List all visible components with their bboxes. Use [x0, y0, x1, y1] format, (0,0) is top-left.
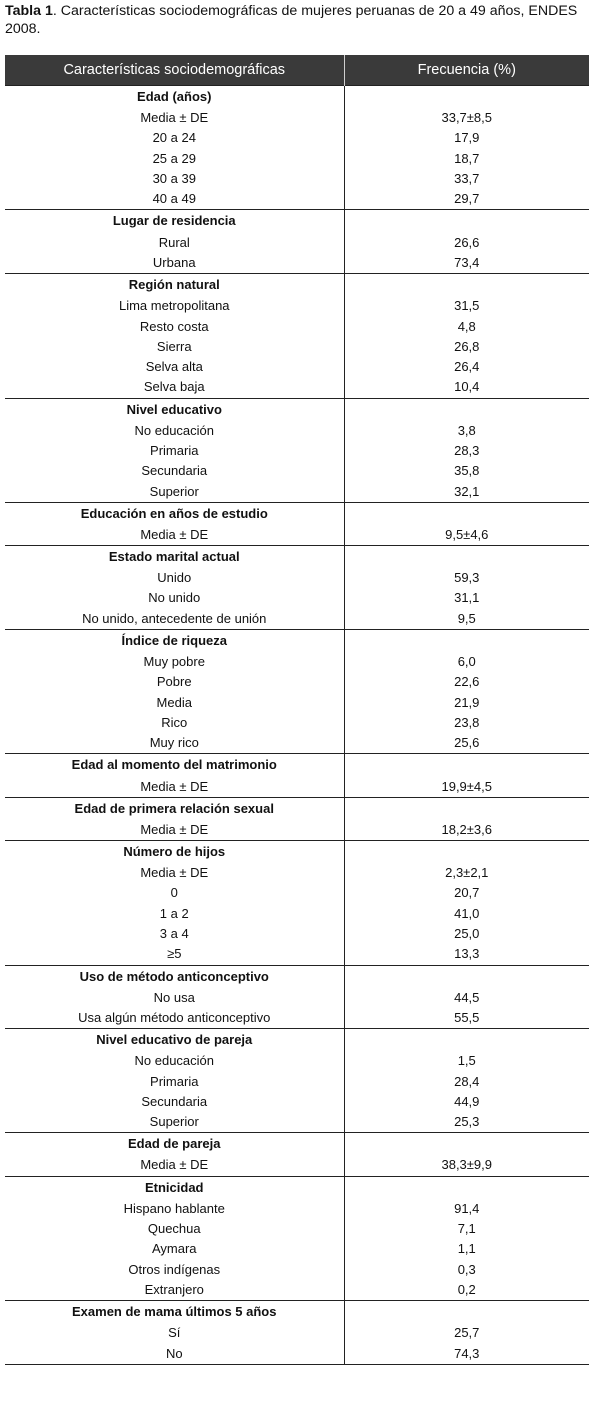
table-row — [5, 1155, 589, 1176]
table-row — [5, 169, 589, 189]
table-row — [5, 357, 589, 377]
group-value-empty — [344, 502, 589, 525]
row-value: 25,3 — [344, 1112, 589, 1133]
row-label: 0 — [170, 885, 178, 901]
row-value: 0,2 — [344, 1280, 589, 1301]
group-title: Índice de riqueza — [5, 629, 344, 652]
row-label: Media ± DE — [140, 110, 209, 126]
table-row — [5, 904, 589, 924]
table-row — [5, 1199, 589, 1219]
group-value-empty — [344, 1301, 589, 1324]
row-value: 59,3 — [344, 568, 589, 588]
table-row — [5, 525, 589, 546]
table-row — [5, 441, 589, 461]
table-row — [5, 863, 589, 883]
table-row — [5, 609, 589, 630]
table-row — [5, 421, 589, 441]
group-title: Número de hijos — [5, 841, 344, 864]
table-row — [5, 1239, 589, 1259]
group-header-row — [5, 502, 589, 525]
caption-text: . Características sociodemográficas de mujeres peruanas de 20 a 49 años, ENDES 2008. — [5, 3, 578, 37]
row-value: 13,3 — [344, 944, 589, 965]
row-label: Selva alta — [145, 359, 203, 375]
column-header-frequency: Frecuencia (%) — [344, 55, 589, 86]
row-label: Media — [156, 694, 192, 710]
row-value: 41,0 — [344, 904, 589, 924]
table-header-row — [5, 55, 589, 86]
row-label: No unido, antecedente de unión — [82, 610, 267, 626]
row-label: Primaria — [150, 443, 199, 458]
table-row — [5, 1112, 589, 1133]
column-header-characteristics: Características sociodemográficas — [5, 55, 344, 86]
row-value: 18,2±3,6 — [344, 820, 589, 841]
group-value-empty — [344, 86, 589, 109]
table-row — [5, 1280, 589, 1301]
sociodemographic-table — [5, 55, 589, 1365]
row-value: 33,7 — [344, 169, 589, 189]
row-value: 23,8 — [344, 713, 589, 733]
row-label: Rico — [161, 714, 188, 730]
group-value-empty — [344, 1029, 589, 1052]
row-label: 40 a 49 — [152, 191, 196, 207]
row-value: 26,6 — [344, 232, 589, 252]
group-header-row — [5, 1176, 589, 1199]
group-value-empty — [344, 841, 589, 864]
group-value-empty — [344, 754, 589, 777]
group-value-empty — [344, 274, 589, 297]
row-label: Usa algún método anticonceptivo — [78, 1009, 271, 1025]
row-label: 1 a 2 — [159, 905, 189, 921]
row-label: No educación — [134, 422, 214, 438]
row-label: Muy pobre — [143, 654, 205, 670]
row-value: 25,0 — [344, 924, 589, 944]
row-label: Primaria — [150, 1073, 199, 1089]
row-label: No unido — [148, 590, 201, 606]
group-title: Región natural — [5, 274, 344, 297]
row-value: 32,1 — [344, 481, 589, 502]
table-row — [5, 253, 589, 274]
table-row — [5, 672, 589, 692]
table-row — [5, 776, 589, 797]
table-row — [5, 1071, 589, 1091]
row-value: 25,7 — [344, 1323, 589, 1343]
row-label: Urbana — [152, 254, 196, 270]
group-header-row — [5, 1301, 589, 1324]
group-header-row — [5, 1029, 589, 1052]
row-value: 22,6 — [344, 672, 589, 692]
table-row — [5, 149, 589, 169]
group-value-empty — [344, 965, 589, 988]
group-header-row — [5, 398, 589, 421]
group-value-empty — [344, 398, 589, 421]
row-label: 25 a 29 — [152, 150, 196, 166]
row-value: 26,8 — [344, 337, 589, 357]
row-value: 19,9±4,5 — [344, 776, 589, 797]
row-label: Superior — [149, 483, 199, 499]
table-row — [5, 568, 589, 588]
table-row — [5, 988, 589, 1008]
row-label: Rural — [158, 234, 190, 250]
row-label: Media ± DE — [140, 865, 209, 881]
row-value: 55,5 — [344, 1008, 589, 1029]
table-row — [5, 1219, 589, 1239]
row-label: Media ± DE — [140, 821, 209, 837]
table-row — [5, 713, 589, 733]
table-row — [5, 108, 589, 128]
table-row — [5, 733, 589, 754]
group-value-empty — [344, 210, 589, 233]
table-body — [5, 86, 589, 1365]
row-label: Sierra — [156, 338, 192, 354]
table-row — [5, 1051, 589, 1071]
row-label: Extranjero — [144, 1281, 204, 1297]
table-row — [5, 693, 589, 713]
group-title: Examen de mama últimos 5 años — [5, 1301, 344, 1324]
row-label: No — [165, 1345, 183, 1361]
row-value: 9,5 — [344, 609, 589, 630]
group-title: Uso de método anticonceptivo — [5, 965, 344, 988]
row-value: 4,8 — [344, 316, 589, 336]
group-header-row — [5, 629, 589, 652]
row-value: 17,9 — [344, 128, 589, 148]
row-label: Quechua — [147, 1221, 201, 1237]
table-row — [5, 232, 589, 252]
row-value: 28,4 — [344, 1071, 589, 1091]
row-value: 2,3±2,1 — [344, 863, 589, 883]
group-title: Edad de primera relación sexual — [5, 797, 344, 820]
group-value-empty — [344, 1133, 589, 1156]
row-label: Secundaria — [141, 1093, 208, 1109]
row-value: 91,4 — [344, 1199, 589, 1219]
group-value-empty — [344, 1176, 589, 1199]
row-value: 6,0 — [344, 652, 589, 672]
row-value: 0,3 — [344, 1259, 589, 1279]
row-label: No usa — [153, 989, 195, 1005]
group-header-row — [5, 754, 589, 777]
table-row — [5, 1259, 589, 1279]
group-header-row — [5, 841, 589, 864]
row-value: 18,7 — [344, 149, 589, 169]
group-title: Educación en años de estudio — [5, 502, 344, 525]
table-caption — [5, 2, 589, 38]
table-row — [5, 128, 589, 148]
group-title: Lugar de residencia — [5, 210, 344, 233]
row-label: Hispano hablante — [123, 1200, 225, 1216]
group-title: Edad de pareja — [5, 1133, 344, 1156]
row-label: Superior — [149, 1114, 199, 1130]
table-row — [5, 1008, 589, 1029]
row-value: 7,1 — [344, 1219, 589, 1239]
row-value: 9,5±4,6 — [344, 525, 589, 546]
table-row — [5, 924, 589, 944]
table-row — [5, 481, 589, 502]
row-value: 28,3 — [344, 441, 589, 461]
group-header-row — [5, 797, 589, 820]
group-title: Edad al momento del matrimonio — [5, 754, 344, 777]
row-label: 20 a 24 — [152, 130, 196, 146]
row-label: Lima metropolitana — [118, 298, 230, 314]
row-value: 21,9 — [344, 693, 589, 713]
group-value-empty — [344, 546, 589, 569]
row-label: No educación — [134, 1053, 214, 1069]
group-header-row — [5, 546, 589, 569]
row-label: 3 a 4 — [159, 926, 189, 942]
caption-label: Tabla 1 — [5, 3, 53, 19]
group-title: Nivel educativo — [5, 398, 344, 421]
group-title: Estado marital actual — [5, 546, 344, 569]
row-value: 44,5 — [344, 988, 589, 1008]
group-title: Nivel educativo de pareja — [5, 1029, 344, 1052]
group-title: Edad (años) — [5, 86, 344, 109]
table-row — [5, 588, 589, 608]
row-label: Aymara — [151, 1241, 197, 1257]
row-value: 31,5 — [344, 296, 589, 316]
row-value: 29,7 — [344, 189, 589, 210]
row-label: 30 a 39 — [152, 171, 196, 187]
group-header-row — [5, 274, 589, 297]
row-label: Unido — [157, 570, 192, 586]
group-value-empty — [344, 797, 589, 820]
row-label: Otros indígenas — [128, 1261, 221, 1277]
row-label: Resto costa — [139, 318, 209, 334]
row-value: 10,4 — [344, 377, 589, 398]
group-title: Etnicidad — [5, 1176, 344, 1199]
group-header-row — [5, 1133, 589, 1156]
table-row — [5, 337, 589, 357]
table-row — [5, 316, 589, 336]
table-row — [5, 1343, 589, 1364]
group-header-row — [5, 86, 589, 109]
row-label: Secundaria — [141, 463, 208, 479]
row-value: 44,9 — [344, 1092, 589, 1112]
row-value: 35,8 — [344, 461, 589, 481]
table-row — [5, 296, 589, 316]
row-label: Muy rico — [149, 735, 199, 751]
row-label: ≥5 — [167, 946, 182, 962]
row-value: 74,3 — [344, 1343, 589, 1364]
group-header-row — [5, 210, 589, 233]
group-header-row — [5, 965, 589, 988]
table-row — [5, 189, 589, 210]
row-label: Media ± DE — [140, 1157, 209, 1173]
table-row — [5, 820, 589, 841]
row-label: Pobre — [156, 674, 192, 690]
table-row — [5, 883, 589, 903]
row-label: Selva baja — [143, 379, 205, 395]
row-value: 31,1 — [344, 588, 589, 608]
row-label: Media ± DE — [140, 526, 209, 542]
row-label: Sí — [168, 1325, 181, 1341]
group-value-empty — [344, 629, 589, 652]
table-row — [5, 377, 589, 398]
table-row — [5, 652, 589, 672]
table-row — [5, 1092, 589, 1112]
table-row — [5, 1323, 589, 1343]
table-row — [5, 944, 589, 965]
table-row — [5, 461, 589, 481]
row-value: 25,6 — [344, 733, 589, 754]
row-value: 38,3±9,9 — [344, 1155, 589, 1176]
row-value: 26,4 — [344, 357, 589, 377]
row-value: 1,1 — [344, 1239, 589, 1259]
row-value: 3,8 — [344, 421, 589, 441]
row-value: 33,7±8,5 — [344, 108, 589, 128]
row-value: 20,7 — [344, 883, 589, 903]
row-label: Media ± DE — [140, 778, 209, 794]
row-value: 1,5 — [344, 1051, 589, 1071]
row-value: 73,4 — [344, 253, 589, 274]
